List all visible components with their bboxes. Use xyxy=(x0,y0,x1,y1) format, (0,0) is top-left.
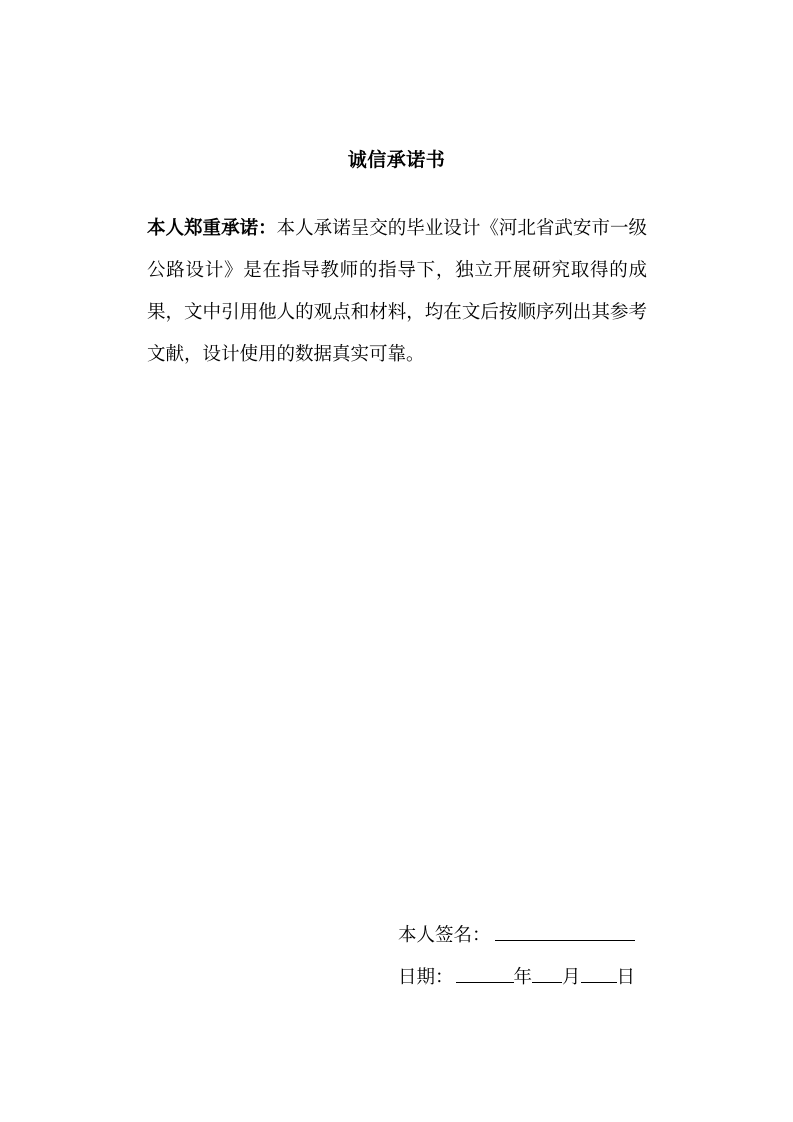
pledge-body: 本人承诺呈交的毕业设计《河北省武安市一级公路设计》是在指导教师的指导下，独立开展研究取得的成果，文中引用他人的观点和材料，均在文后按顺序列出其参考文献，设计使用的数据真实可靠。 xyxy=(147,218,647,365)
day-blank xyxy=(581,962,617,983)
year-label: 年 xyxy=(513,967,533,988)
pledge-lead: 本人郑重承诺： xyxy=(147,218,277,239)
month-label: 月 xyxy=(562,967,581,988)
pledge-paragraph xyxy=(147,208,647,376)
signature-blank xyxy=(495,920,635,941)
date-label: 日期： xyxy=(398,967,454,988)
signature-label: 本人签名： xyxy=(398,925,491,946)
day-label: 日 xyxy=(616,967,636,988)
page-title: 诚信承诺书 xyxy=(347,149,446,171)
signature-line xyxy=(398,920,635,947)
date-line xyxy=(398,962,635,989)
month-blank xyxy=(532,962,562,983)
year-blank xyxy=(456,962,514,983)
